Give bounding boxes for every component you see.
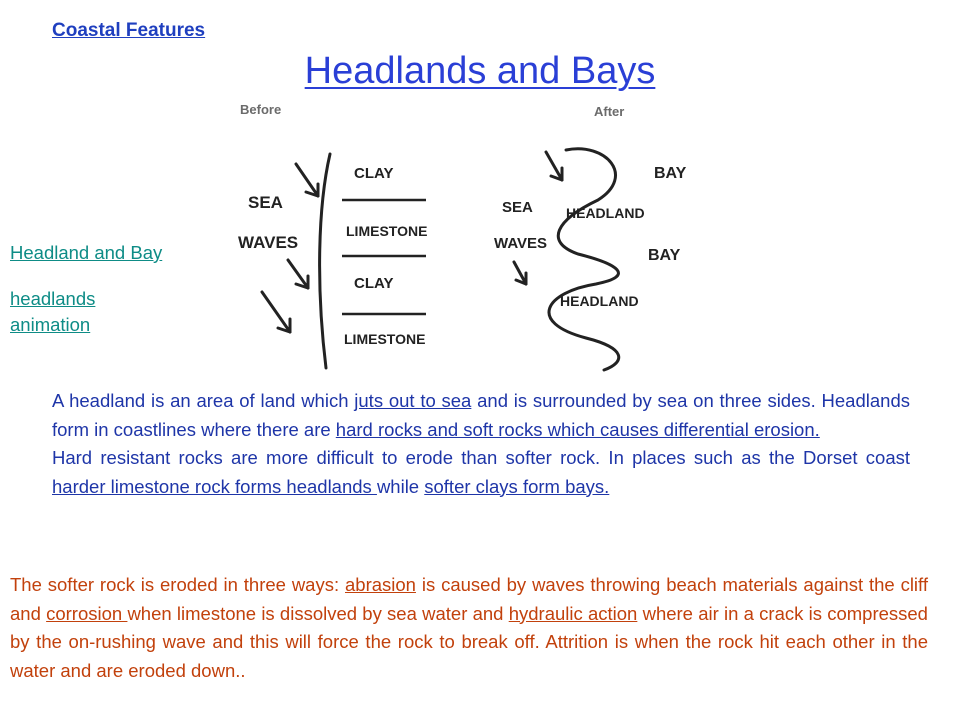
page-title	[0, 50, 960, 93]
erosion-text: is caused by waves throwing beach materials against the cliff and	[10, 574, 928, 624]
abrasion-link[interactable]: abrasion	[345, 574, 416, 595]
before-sea-label: SEA	[248, 193, 283, 212]
before-waves-label: WAVES	[238, 233, 299, 252]
erosion-text: when limestone is dissolved by sea water and	[127, 602, 509, 624]
page-title-text: Headlands and Bays	[304, 50, 656, 92]
headland-description	[52, 387, 910, 501]
after-feature-label: BAY	[654, 165, 686, 182]
coastal-features-link[interactable]: Coastal Features	[52, 20, 206, 41]
headlands-bays-diagram	[226, 96, 686, 372]
wave-arrow-icon	[296, 164, 318, 196]
wave-arrow-icon	[288, 260, 308, 288]
erosion-text: The softer rock is eroded in three ways:	[10, 574, 345, 595]
description-text: A headland is an area of land which	[52, 390, 355, 411]
description-text: Hard resistant rocks are more difficult to erode than softer rock. In places such as the Dorset coast	[52, 447, 910, 468]
description-paragraph	[52, 444, 910, 501]
clays-form-bays-link[interactable]: softer clays form bays.	[424, 475, 610, 497]
after-feature-label: BAY	[648, 247, 681, 264]
description-text: while	[376, 475, 425, 497]
differential-erosion-link[interactable]: hard rocks and soft rocks which causes differential erosion.	[335, 418, 820, 440]
wave-arrow-icon	[514, 262, 526, 284]
corrosion-link[interactable]: corrosion	[46, 602, 128, 624]
before-heading: Before	[240, 102, 282, 117]
wave-arrow-icon	[262, 292, 290, 332]
after-feature-label: HEADLAND	[566, 205, 645, 221]
before-rock-label: LIMESTONE	[346, 223, 428, 239]
before-rock-label: CLAY	[354, 275, 394, 292]
wave-arrow-icon	[546, 152, 562, 180]
before-rock-label: CLAY	[354, 165, 394, 182]
headlands-animation-link[interactable]: headlands animation	[10, 288, 96, 335]
before-rock-label: LIMESTONE	[344, 331, 426, 347]
hydraulic-action-link[interactable]: hydraulic action	[508, 602, 638, 624]
description-paragraph	[52, 387, 910, 444]
after-heading: After	[594, 104, 625, 119]
description-text: and is surrounded by sea on three sides. Headlands form in coastlines where there are	[52, 390, 910, 440]
juts-out-to-sea-link[interactable]: juts out to sea	[354, 390, 472, 411]
erosion-description	[10, 571, 928, 685]
headland-and-bay-link[interactable]: Headland and Bay	[10, 242, 163, 263]
erosion-text: where air in a crack is compressed by the on-rushing wave and this will force the rock to break off. Attrition is when the rock hit each other in the water and are eroded down..	[10, 602, 928, 681]
before-coastline	[320, 154, 330, 368]
after-feature-label: HEADLAND	[560, 293, 639, 309]
after-waves-label: WAVES	[494, 235, 548, 252]
limestone-headlands-link[interactable]: harder limestone rock forms headlands	[52, 475, 377, 497]
after-coastline	[549, 149, 619, 370]
after-sea-label: SEA	[502, 199, 533, 216]
